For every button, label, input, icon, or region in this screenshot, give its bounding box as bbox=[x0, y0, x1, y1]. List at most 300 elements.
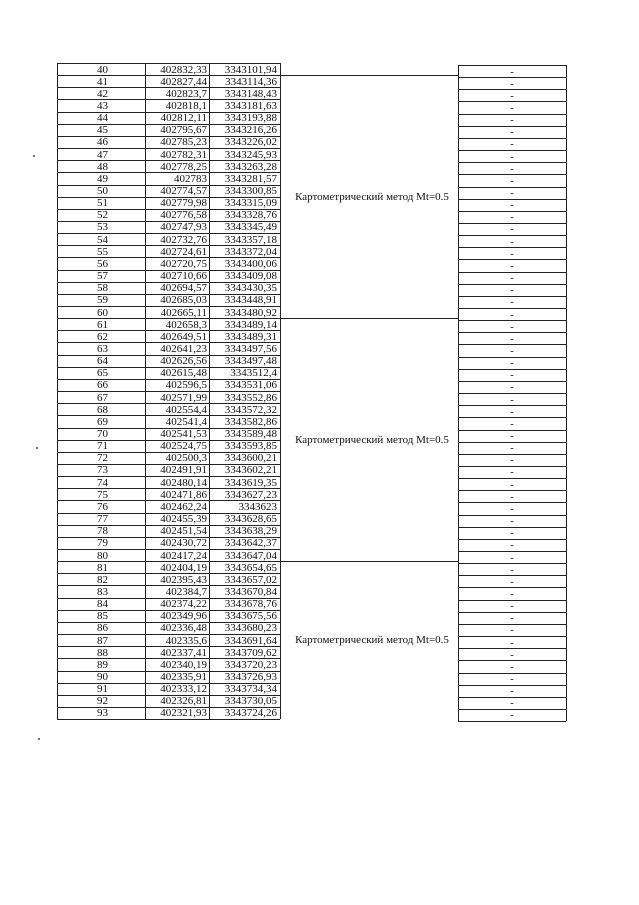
coord-x: 402823,7 bbox=[165, 87, 207, 100]
coord-x: 402337,41 bbox=[160, 646, 207, 659]
row-divider bbox=[57, 610, 280, 611]
coord-y: 3343730,05 bbox=[224, 695, 277, 708]
row-number: 92 bbox=[97, 695, 108, 708]
coord-y: 3343670,84 bbox=[224, 585, 277, 598]
dash-cell: - bbox=[510, 563, 514, 576]
row-divider bbox=[57, 318, 280, 319]
row-number: 91 bbox=[97, 683, 108, 696]
coord-y: 3343114,36 bbox=[225, 75, 277, 88]
coord-x: 402710,66 bbox=[160, 270, 207, 283]
dash-row-divider bbox=[458, 272, 566, 273]
dash-row-divider bbox=[458, 247, 566, 248]
coord-y: 3343430,35 bbox=[224, 282, 277, 295]
dash-row-divider bbox=[458, 369, 566, 370]
coord-y: 3343497,48 bbox=[224, 355, 277, 368]
dash-row-divider bbox=[458, 138, 566, 139]
coord-y: 3343345,49 bbox=[224, 221, 277, 234]
coord-x: 402783 bbox=[174, 172, 207, 185]
dash-row-divider bbox=[458, 648, 566, 649]
row-divider bbox=[57, 63, 280, 64]
dash-row-divider bbox=[458, 381, 566, 382]
coord-x: 402395,43 bbox=[160, 573, 207, 586]
dash-row-divider bbox=[458, 320, 566, 321]
coord-y: 3343623 bbox=[238, 500, 277, 513]
row-number: 69 bbox=[97, 415, 108, 428]
row-divider bbox=[57, 634, 280, 635]
dash-cell: - bbox=[510, 199, 514, 212]
row-divider bbox=[57, 87, 280, 88]
dash-row-divider bbox=[458, 357, 566, 358]
row-divider bbox=[57, 355, 280, 356]
coord-x: 402480,14 bbox=[160, 476, 207, 489]
coord-y: 3343628,65 bbox=[224, 513, 277, 526]
row-number: 55 bbox=[97, 245, 108, 258]
coord-x: 402782,31 bbox=[160, 148, 207, 161]
row-divider bbox=[57, 136, 280, 137]
method-label: Картометрический метод Mt=0.5 bbox=[295, 433, 449, 446]
coord-x: 402430,72 bbox=[160, 537, 207, 550]
dash-cell: - bbox=[510, 417, 514, 430]
row-number: 87 bbox=[97, 634, 108, 647]
dash-cell: - bbox=[510, 381, 514, 394]
coord-y: 3343448,91 bbox=[224, 294, 277, 307]
coord-y: 3343582,86 bbox=[224, 415, 277, 428]
row-number: 59 bbox=[97, 294, 108, 307]
coord-x: 402336,48 bbox=[160, 622, 207, 635]
row-divider bbox=[57, 683, 280, 684]
row-number: 77 bbox=[97, 513, 108, 526]
row-number: 80 bbox=[97, 549, 108, 562]
coord-y: 3343734,34 bbox=[224, 683, 277, 696]
dash-cell: - bbox=[510, 223, 514, 236]
coord-y: 3343328,76 bbox=[224, 209, 277, 222]
dash-cell: - bbox=[510, 442, 514, 455]
dash-row-divider bbox=[458, 344, 566, 345]
row-number: 48 bbox=[97, 160, 108, 173]
coord-y: 3343148,43 bbox=[224, 87, 277, 100]
dash-cell: - bbox=[510, 101, 514, 114]
dash-row-divider bbox=[458, 65, 566, 66]
dash-row-divider bbox=[458, 442, 566, 443]
dash-row-divider bbox=[458, 296, 566, 297]
row-number: 40 bbox=[97, 63, 108, 76]
row-divider bbox=[57, 99, 280, 100]
coord-x: 402720,75 bbox=[160, 257, 207, 270]
row-divider bbox=[57, 233, 280, 234]
row-divider bbox=[57, 148, 280, 149]
dash-row-divider bbox=[458, 417, 566, 418]
coord-x: 402462,24 bbox=[160, 500, 207, 513]
dash-cell: - bbox=[510, 587, 514, 600]
coord-x: 402524,75 bbox=[160, 440, 207, 453]
row-number: 41 bbox=[97, 75, 108, 88]
row-number: 44 bbox=[97, 112, 108, 125]
coord-y: 3343720,23 bbox=[224, 658, 277, 671]
coord-y: 3343619,35 bbox=[224, 476, 277, 489]
row-divider bbox=[57, 379, 280, 380]
column-divider bbox=[209, 63, 210, 719]
row-number: 86 bbox=[97, 622, 108, 635]
coord-y: 3343181,63 bbox=[224, 99, 277, 112]
row-number: 88 bbox=[97, 646, 108, 659]
coord-y: 3343281,57 bbox=[224, 172, 277, 185]
dash-cell: - bbox=[510, 478, 514, 491]
coord-y: 3343216,26 bbox=[224, 124, 277, 137]
dash-cell: - bbox=[510, 490, 514, 503]
row-divider bbox=[57, 112, 280, 113]
row-number: 72 bbox=[97, 452, 108, 465]
dash-bottom-border bbox=[458, 721, 566, 722]
row-number: 67 bbox=[97, 391, 108, 404]
row-number: 73 bbox=[97, 464, 108, 477]
row-number: 71 bbox=[97, 440, 108, 453]
row-number: 60 bbox=[97, 306, 108, 319]
row-number: 52 bbox=[97, 209, 108, 222]
dash-row-divider bbox=[458, 187, 566, 188]
scan-speck bbox=[38, 738, 40, 740]
dash-cell: - bbox=[510, 466, 514, 479]
dash-cell: - bbox=[510, 114, 514, 127]
coord-y: 3343263,28 bbox=[224, 160, 277, 173]
dash-cell: - bbox=[510, 527, 514, 540]
row-number: 89 bbox=[97, 658, 108, 671]
row-divider bbox=[57, 561, 280, 562]
dash-cell: - bbox=[510, 138, 514, 151]
dash-row-divider bbox=[458, 126, 566, 127]
dash-row-divider bbox=[458, 199, 566, 200]
dash-row-divider bbox=[458, 211, 566, 212]
coord-y: 3343245,93 bbox=[224, 148, 277, 161]
dash-cell: - bbox=[510, 393, 514, 406]
dash-cell: - bbox=[510, 187, 514, 199]
row-number: 82 bbox=[97, 573, 108, 586]
coord-y: 3343572,32 bbox=[224, 403, 277, 416]
row-divider bbox=[57, 598, 280, 599]
dash-cell: - bbox=[510, 259, 514, 272]
row-number: 56 bbox=[97, 257, 108, 270]
row-divider bbox=[57, 342, 280, 343]
coord-y: 3343372,04 bbox=[224, 245, 277, 258]
dash-cell: - bbox=[510, 697, 514, 710]
row-number: 54 bbox=[97, 233, 108, 246]
dash-row-divider bbox=[458, 77, 566, 78]
row-number: 93 bbox=[97, 707, 108, 720]
coord-y: 3343400,06 bbox=[224, 257, 277, 270]
dash-row-divider bbox=[458, 478, 566, 479]
dash-cell: - bbox=[510, 65, 514, 78]
dash-row-divider bbox=[458, 502, 566, 503]
coord-x: 402417,24 bbox=[160, 549, 207, 562]
coord-y: 3343589,48 bbox=[224, 428, 277, 440]
coord-y: 3343657,02 bbox=[224, 573, 277, 586]
dash-cell: - bbox=[510, 685, 514, 698]
coord-x: 402641,23 bbox=[160, 342, 207, 355]
coord-x: 402541,53 bbox=[160, 428, 207, 440]
dash-cell: - bbox=[510, 308, 514, 321]
dash-row-divider bbox=[458, 223, 566, 224]
dash-cell: - bbox=[510, 344, 514, 357]
coord-x: 402832,33 bbox=[160, 63, 207, 76]
row-number: 78 bbox=[97, 525, 108, 538]
row-number: 84 bbox=[97, 598, 108, 611]
row-divider bbox=[57, 391, 280, 392]
row-number: 51 bbox=[97, 197, 108, 210]
dash-row-divider bbox=[458, 575, 566, 576]
row-number: 43 bbox=[97, 99, 108, 112]
row-divider bbox=[57, 330, 280, 331]
dash-cell: - bbox=[510, 515, 514, 528]
dash-row-divider bbox=[458, 551, 566, 552]
dash-cell: - bbox=[510, 174, 514, 187]
coord-x: 402554,4 bbox=[165, 403, 207, 416]
row-number: 81 bbox=[97, 561, 108, 574]
row-number: 42 bbox=[97, 87, 108, 100]
dash-row-divider bbox=[458, 430, 566, 431]
coord-x: 402626,56 bbox=[160, 355, 207, 368]
row-divider bbox=[57, 464, 280, 465]
row-number: 53 bbox=[97, 221, 108, 234]
row-number: 46 bbox=[97, 136, 108, 149]
coord-x: 402571,99 bbox=[160, 391, 207, 404]
coord-y: 3343497,56 bbox=[224, 342, 277, 355]
coord-x: 402500,3 bbox=[165, 452, 207, 465]
row-divider bbox=[57, 646, 280, 647]
row-divider bbox=[57, 185, 280, 186]
method-label: Картометрический метод Mt=0.5 bbox=[295, 190, 449, 203]
dash-row-divider bbox=[458, 162, 566, 163]
row-divider bbox=[57, 294, 280, 295]
row-divider bbox=[57, 197, 280, 198]
dash-row-divider bbox=[458, 114, 566, 115]
row-divider bbox=[57, 549, 280, 550]
dash-cell: - bbox=[510, 539, 514, 552]
dash-cell: - bbox=[510, 454, 514, 467]
coord-x: 402333,12 bbox=[160, 683, 207, 696]
coord-x: 402335,6 bbox=[165, 634, 207, 647]
row-divider bbox=[57, 403, 280, 404]
dash-row-divider bbox=[458, 89, 566, 90]
coord-x: 402471,86 bbox=[160, 488, 207, 501]
row-number: 65 bbox=[97, 367, 108, 380]
dash-row-divider bbox=[458, 709, 566, 710]
coord-y: 3343642,37 bbox=[224, 537, 277, 550]
row-number: 49 bbox=[97, 172, 108, 185]
coord-x: 402321,93 bbox=[160, 707, 207, 720]
row-number: 74 bbox=[97, 476, 108, 489]
row-divider bbox=[57, 622, 280, 623]
dash-cell: - bbox=[510, 624, 514, 637]
dash-cell: - bbox=[510, 332, 514, 345]
dash-cell: - bbox=[510, 296, 514, 309]
dash-row-divider bbox=[458, 612, 566, 613]
column-divider bbox=[57, 63, 58, 719]
dash-cell: - bbox=[510, 320, 514, 333]
coord-x: 402779,98 bbox=[160, 197, 207, 210]
row-number: 64 bbox=[97, 355, 108, 368]
row-number: 83 bbox=[97, 585, 108, 598]
row-number: 66 bbox=[97, 379, 108, 392]
coord-y: 3343647,04 bbox=[224, 549, 277, 562]
coord-y: 3343675,56 bbox=[224, 610, 277, 623]
row-divider bbox=[57, 452, 280, 453]
row-divider bbox=[57, 525, 280, 526]
row-number: 76 bbox=[97, 500, 108, 513]
coord-y: 3343512,4 bbox=[230, 367, 277, 380]
coord-y: 3343709,62 bbox=[224, 646, 277, 659]
row-divider bbox=[57, 707, 280, 708]
dash-cell: - bbox=[510, 126, 514, 139]
dash-cell: - bbox=[510, 235, 514, 248]
row-divider bbox=[57, 573, 280, 574]
group-separator bbox=[280, 561, 458, 562]
coord-x: 402658,3 bbox=[165, 318, 207, 331]
dash-cell: - bbox=[510, 648, 514, 661]
row-divider bbox=[57, 75, 280, 76]
row-divider bbox=[57, 500, 280, 501]
dash-row-divider bbox=[458, 454, 566, 455]
row-number: 63 bbox=[97, 342, 108, 355]
coord-x: 402776,58 bbox=[160, 209, 207, 222]
dash-row-divider bbox=[458, 393, 566, 394]
row-number: 47 bbox=[97, 148, 108, 161]
column-divider bbox=[280, 63, 281, 719]
dash-row-divider bbox=[458, 332, 566, 333]
row-divider bbox=[57, 428, 280, 429]
dash-row-divider bbox=[458, 150, 566, 151]
coord-x: 402455,39 bbox=[160, 513, 207, 526]
row-divider bbox=[57, 671, 280, 672]
row-divider bbox=[57, 172, 280, 173]
row-number: 58 bbox=[97, 282, 108, 295]
coord-x: 402649,51 bbox=[160, 330, 207, 343]
coord-x: 402541,4 bbox=[165, 415, 207, 428]
dash-row-divider bbox=[458, 685, 566, 686]
dash-cell: - bbox=[510, 660, 514, 673]
coord-y: 3343480,92 bbox=[224, 306, 277, 319]
coord-y: 3343638,29 bbox=[224, 525, 277, 538]
row-divider bbox=[57, 209, 280, 210]
coord-x: 402451,54 bbox=[160, 525, 207, 538]
dash-cell: - bbox=[510, 89, 514, 102]
coord-y: 3343101,94 bbox=[224, 63, 277, 76]
scan-speck bbox=[36, 447, 38, 449]
coord-x: 402335,91 bbox=[160, 671, 207, 683]
dash-row-divider bbox=[458, 515, 566, 516]
coord-x: 402326,81 bbox=[160, 695, 207, 708]
coord-x: 402747,93 bbox=[160, 221, 207, 234]
coord-x: 402795,67 bbox=[160, 124, 207, 137]
dash-cell: - bbox=[510, 575, 514, 588]
coord-y: 3343531,06 bbox=[224, 379, 277, 392]
dash-row-divider bbox=[458, 259, 566, 260]
dash-row-divider bbox=[458, 490, 566, 491]
row-divider bbox=[57, 124, 280, 125]
dash-cell: - bbox=[510, 357, 514, 370]
row-number: 62 bbox=[97, 330, 108, 343]
coord-y: 3343489,31 bbox=[224, 330, 277, 343]
coord-x: 402596,5 bbox=[165, 379, 207, 392]
coord-x: 402404,19 bbox=[160, 561, 207, 574]
coord-x: 402724,61 bbox=[160, 245, 207, 258]
coord-y: 3343654,65 bbox=[224, 561, 277, 574]
row-number: 79 bbox=[97, 537, 108, 550]
coord-x: 402818,1 bbox=[165, 99, 207, 112]
coord-x: 402778,25 bbox=[160, 160, 207, 173]
row-divider bbox=[57, 537, 280, 538]
row-number: 70 bbox=[97, 428, 108, 440]
row-divider bbox=[57, 440, 280, 441]
dash-row-divider bbox=[458, 284, 566, 285]
coord-y: 3343627,23 bbox=[224, 488, 277, 501]
dash-row-divider bbox=[458, 600, 566, 601]
coord-x: 402665,11 bbox=[160, 306, 207, 319]
coord-x: 402384,7 bbox=[165, 585, 207, 598]
dash-cell: - bbox=[510, 272, 514, 285]
dash-row-divider bbox=[458, 235, 566, 236]
dash-cell: - bbox=[510, 673, 514, 685]
method-label: Картометрический метод Mt=0.5 bbox=[295, 634, 449, 647]
coord-y: 3343600,21 bbox=[224, 452, 277, 465]
coord-x: 402491,91 bbox=[160, 464, 207, 477]
dash-cell: - bbox=[510, 636, 514, 649]
dash-row-divider bbox=[458, 405, 566, 406]
coord-x: 402774,57 bbox=[160, 185, 207, 197]
coord-y: 3343315,09 bbox=[224, 197, 277, 210]
row-divider bbox=[57, 476, 280, 477]
row-number: 68 bbox=[97, 403, 108, 416]
dash-cell: - bbox=[510, 211, 514, 224]
coord-y: 3343726,93 bbox=[224, 671, 277, 683]
dash-row-divider bbox=[458, 587, 566, 588]
dash-row-divider bbox=[458, 697, 566, 698]
dash-cell: - bbox=[510, 551, 514, 564]
dash-cell: - bbox=[510, 709, 514, 722]
dash-row-divider bbox=[458, 660, 566, 661]
row-number: 90 bbox=[97, 671, 108, 683]
table-bottom-border bbox=[57, 719, 280, 720]
coord-x: 402812,11 bbox=[160, 112, 207, 125]
coord-x: 402827,44 bbox=[160, 75, 207, 88]
coord-y: 3343680,23 bbox=[224, 622, 277, 635]
row-divider bbox=[57, 513, 280, 514]
coord-y: 3343226,02 bbox=[224, 136, 277, 149]
coord-x: 402615,48 bbox=[160, 367, 207, 380]
row-divider bbox=[57, 245, 280, 246]
dash-row-divider bbox=[458, 673, 566, 674]
dash-row-divider bbox=[458, 466, 566, 467]
dash-cell: - bbox=[510, 284, 514, 297]
dash-cell: - bbox=[510, 369, 514, 382]
coord-y: 3343691,64 bbox=[224, 634, 277, 647]
group-separator bbox=[280, 75, 458, 76]
coord-x: 402349,96 bbox=[160, 610, 207, 623]
row-divider bbox=[57, 488, 280, 489]
coord-x: 402694,57 bbox=[160, 282, 207, 295]
row-divider bbox=[57, 658, 280, 659]
row-divider bbox=[57, 415, 280, 416]
coord-y: 3343300,85 bbox=[224, 185, 277, 197]
row-divider bbox=[57, 695, 280, 696]
row-number: 57 bbox=[97, 270, 108, 283]
dash-row-divider bbox=[458, 174, 566, 175]
coord-x: 402685,03 bbox=[160, 294, 207, 307]
coord-x: 402340,19 bbox=[160, 658, 207, 671]
scan-speck bbox=[33, 155, 35, 157]
row-divider bbox=[57, 367, 280, 368]
row-number: 75 bbox=[97, 488, 108, 501]
coord-y: 3343193,88 bbox=[224, 112, 277, 125]
group-separator bbox=[280, 318, 458, 319]
